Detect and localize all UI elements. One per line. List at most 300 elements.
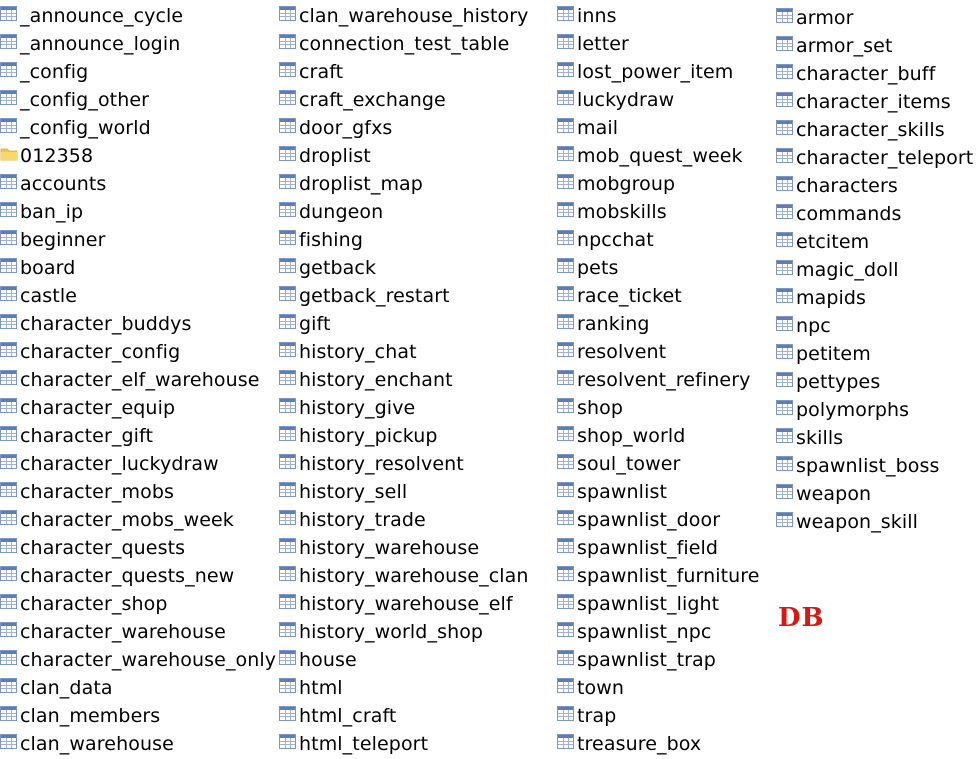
- table-list-item[interactable]: [279, 506, 555, 534]
- table-name-label: armor: [796, 7, 854, 29]
- table-list-item[interactable]: [279, 282, 555, 310]
- table-list-item[interactable]: [776, 88, 980, 116]
- table-name-label: petitem: [796, 343, 871, 365]
- table-name-label: accounts: [20, 173, 107, 195]
- table-name-label: history_give: [299, 397, 416, 419]
- table-name-label: weapon: [796, 483, 872, 505]
- table-list-item[interactable]: [0, 646, 276, 674]
- table-list-item[interactable]: [776, 60, 980, 88]
- table-name-label: polymorphs: [796, 399, 910, 421]
- table-icon: [0, 87, 18, 105]
- table-name-label: spawnlist_npc: [577, 621, 712, 643]
- table-icon: [279, 675, 297, 693]
- table-list-item[interactable]: [279, 338, 555, 366]
- table-icon: [279, 171, 297, 189]
- table-name-label: spawnlist_door: [577, 509, 721, 531]
- table-list-item[interactable]: [776, 4, 980, 32]
- table-name-label: pets: [577, 257, 619, 279]
- table-name-label: character_elf_warehouse: [20, 369, 260, 391]
- table-name-label: lost_power_item: [577, 61, 734, 83]
- table-icon: [557, 31, 575, 49]
- table-name-label: house: [299, 649, 357, 671]
- table-name-label: history_trade: [299, 509, 426, 531]
- table-list-item[interactable]: [279, 254, 555, 282]
- table-icon: [557, 479, 575, 497]
- table-icon: [557, 507, 575, 525]
- table-icon: [0, 507, 18, 525]
- table-name-label: fishing: [299, 229, 363, 251]
- folder-icon: [0, 143, 18, 161]
- table-name-label: beginner: [20, 229, 106, 251]
- table-name-label: spawnlist_field: [577, 537, 719, 559]
- table-list-item[interactable]: [279, 310, 555, 338]
- table-name-label: history_pickup: [299, 425, 438, 447]
- table-list-item[interactable]: [0, 198, 276, 226]
- table-list-item[interactable]: [557, 618, 775, 646]
- table-icon: [279, 367, 297, 385]
- table-icon: [279, 59, 297, 77]
- table-icon: [776, 33, 794, 51]
- table-list-item[interactable]: [557, 2, 775, 30]
- table-icon: [279, 451, 297, 469]
- table-list-item[interactable]: [557, 730, 775, 758]
- table-name-label: clan_warehouse: [20, 733, 174, 755]
- table-name-label: mobgroup: [577, 173, 676, 195]
- table-list-item[interactable]: [0, 86, 276, 114]
- table-list-item[interactable]: [776, 284, 980, 312]
- table-icon: [0, 479, 18, 497]
- table-list-item[interactable]: [776, 256, 980, 284]
- table-name-label: _announce_login: [20, 33, 181, 55]
- table-list-item[interactable]: [279, 618, 555, 646]
- table-name-label: _config_world: [20, 117, 151, 139]
- table-list-item[interactable]: [776, 424, 980, 452]
- table-list-item[interactable]: [557, 198, 775, 226]
- table-name-label: shop: [577, 397, 624, 419]
- table-list-item[interactable]: [776, 116, 980, 144]
- table-icon: [776, 369, 794, 387]
- table-icon: [279, 423, 297, 441]
- table-name-label: connection_test_table: [299, 33, 510, 55]
- table-name-label: history_warehouse_clan: [299, 565, 529, 587]
- table-name-label: character_luckydraw: [20, 453, 219, 475]
- table-list-item[interactable]: [557, 646, 775, 674]
- table-icon: [0, 255, 18, 273]
- watermark-text: DB: [778, 603, 825, 633]
- table-icon: [0, 367, 18, 385]
- table-icon: [0, 703, 18, 721]
- table-list-item[interactable]: [279, 142, 555, 170]
- table-name-label: dungeon: [299, 201, 384, 223]
- table-name-label: character_shop: [20, 593, 168, 615]
- table-icon: [0, 591, 18, 609]
- table-name-label: _config: [20, 61, 89, 83]
- table-name-label: skills: [796, 427, 844, 449]
- table-list-item[interactable]: [0, 506, 276, 534]
- table-list-item[interactable]: [0, 674, 276, 702]
- table-list-item[interactable]: [557, 590, 775, 618]
- table-list-item[interactable]: [279, 730, 555, 758]
- table-list-item[interactable]: [557, 338, 775, 366]
- table-name-label: character_config: [20, 341, 181, 363]
- table-list-item[interactable]: [776, 228, 980, 256]
- table-list-item[interactable]: [279, 170, 555, 198]
- table-list-item[interactable]: [279, 58, 555, 86]
- table-icon: [279, 227, 297, 245]
- table-name-label: armor_set: [796, 35, 893, 57]
- table-icon: [279, 199, 297, 217]
- table-list-item[interactable]: [776, 396, 980, 424]
- table-icon: [557, 395, 575, 413]
- table-icon: [279, 143, 297, 161]
- table-icon: [557, 311, 575, 329]
- table-name-label: resolvent_refinery: [577, 369, 751, 391]
- table-icon: [557, 283, 575, 301]
- table-icon: [0, 115, 18, 133]
- table-icon: [557, 451, 575, 469]
- table-icon: [279, 619, 297, 637]
- table-list-item[interactable]: [776, 368, 980, 396]
- table-list-item[interactable]: [279, 394, 555, 422]
- table-list-item[interactable]: [776, 312, 980, 340]
- table-icon: [776, 145, 794, 163]
- table-icon: [776, 5, 794, 23]
- table-icon: [557, 423, 575, 441]
- table-list-item[interactable]: [279, 674, 555, 702]
- table-list-item[interactable]: [279, 2, 555, 30]
- table-icon: [776, 509, 794, 527]
- table-list-item[interactable]: [0, 730, 276, 758]
- table-list-item[interactable]: [557, 282, 775, 310]
- table-name-label: 012358: [20, 145, 94, 167]
- table-icon: [776, 313, 794, 331]
- table-list-item[interactable]: [557, 86, 775, 114]
- table-list-item[interactable]: [557, 450, 775, 478]
- table-name-label: mail: [577, 117, 619, 139]
- table-name-label: inns: [577, 5, 617, 27]
- table-icon: [776, 201, 794, 219]
- table-list-item[interactable]: [279, 422, 555, 450]
- table-name-label: character_buff: [796, 63, 936, 85]
- table-list-item[interactable]: [279, 226, 555, 254]
- table-list-item[interactable]: [557, 534, 775, 562]
- table-icon: [279, 31, 297, 49]
- table-list-item[interactable]: [0, 702, 276, 730]
- table-name-label: ranking: [577, 313, 650, 335]
- table-icon: [279, 563, 297, 581]
- table-icon: [557, 171, 575, 189]
- table-icon: [0, 31, 18, 49]
- table-name-label: history_sell: [299, 481, 408, 503]
- table-icon: [279, 395, 297, 413]
- table-icon: [557, 535, 575, 553]
- table-icon: [557, 199, 575, 217]
- table-list-item[interactable]: [776, 480, 980, 508]
- table-list-item[interactable]: [557, 310, 775, 338]
- table-icon: [279, 591, 297, 609]
- table-list-item[interactable]: [0, 562, 276, 590]
- table-list-item[interactable]: [0, 366, 276, 394]
- table-list-column-2: [279, 2, 555, 758]
- table-name-label: _announce_cycle: [20, 5, 184, 27]
- table-name-label: treasure_box: [577, 733, 702, 755]
- table-list-column-4: [776, 4, 980, 536]
- table-icon: [279, 479, 297, 497]
- table-icon: [0, 283, 18, 301]
- table-name-label: town: [577, 677, 625, 699]
- table-list-item[interactable]: [557, 674, 775, 702]
- table-icon: [279, 87, 297, 105]
- table-icon: [279, 647, 297, 665]
- table-name-label: commands: [796, 203, 902, 225]
- table-icon: [557, 591, 575, 609]
- table-name-label: character_skills: [796, 119, 945, 141]
- table-name-label: history_warehouse_elf: [299, 593, 513, 615]
- table-list-item[interactable]: [776, 508, 980, 536]
- table-icon: [0, 675, 18, 693]
- table-name-label: pettypes: [796, 371, 881, 393]
- table-list-item[interactable]: [557, 478, 775, 506]
- table-icon: [279, 535, 297, 553]
- table-icon: [0, 619, 18, 637]
- table-name-label: characters: [796, 175, 898, 197]
- table-list-item[interactable]: [0, 170, 276, 198]
- table-name-label: history_world_shop: [299, 621, 484, 643]
- table-name-label: spawnlist: [577, 481, 667, 503]
- table-name-label: ban_ip: [20, 201, 84, 223]
- table-list-item[interactable]: [0, 478, 276, 506]
- table-icon: [279, 703, 297, 721]
- table-icon: [776, 61, 794, 79]
- table-name-label: npc: [796, 315, 831, 337]
- table-icon: [776, 89, 794, 107]
- table-list-item[interactable]: [776, 144, 980, 172]
- table-name-label: character_quests_new: [20, 565, 235, 587]
- table-icon: [776, 481, 794, 499]
- table-name-label: droplist: [299, 145, 371, 167]
- table-icon: [776, 229, 794, 247]
- table-list-item[interactable]: [0, 114, 276, 142]
- table-name-label: door_gfxs: [299, 117, 393, 139]
- table-icon: [776, 257, 794, 275]
- table-icon: [557, 339, 575, 357]
- table-list-item[interactable]: [279, 590, 555, 618]
- table-name-label: craft_exchange: [299, 89, 446, 111]
- table-icon: [0, 563, 18, 581]
- table-name-label: board: [20, 257, 76, 279]
- table-icon: [776, 285, 794, 303]
- table-icon: [279, 283, 297, 301]
- table-icon: [557, 59, 575, 77]
- table-icon: [0, 423, 18, 441]
- table-list-item[interactable]: [279, 114, 555, 142]
- table-icon: [0, 199, 18, 217]
- table-name-label: weapon_skill: [796, 511, 919, 533]
- table-list-item[interactable]: [0, 2, 276, 30]
- table-list-item[interactable]: [279, 534, 555, 562]
- table-name-label: spawnlist_trap: [577, 649, 716, 671]
- table-list-item[interactable]: [557, 114, 775, 142]
- table-icon: [776, 117, 794, 135]
- table-name-label: character_warehouse_only: [20, 649, 277, 671]
- table-icon: [557, 3, 575, 21]
- table-name-label: html: [299, 677, 343, 699]
- table-list-item[interactable]: [279, 450, 555, 478]
- table-name-label: luckydraw: [577, 89, 675, 111]
- table-icon: [557, 731, 575, 749]
- table-name-label: etcitem: [796, 231, 870, 253]
- table-list-item[interactable]: [279, 198, 555, 226]
- table-list-item[interactable]: [279, 562, 555, 590]
- table-name-label: character_mobs_week: [20, 509, 234, 531]
- table-icon: [0, 311, 18, 329]
- table-name-label: character_quests: [20, 537, 186, 559]
- table-name-label: history_enchant: [299, 369, 453, 391]
- table-icon: [557, 367, 575, 385]
- table-name-label: character_mobs: [20, 481, 174, 503]
- table-icon: [279, 507, 297, 525]
- table-list-item[interactable]: [279, 478, 555, 506]
- table-list-item[interactable]: [0, 30, 276, 58]
- table-list-item[interactable]: [279, 646, 555, 674]
- table-icon: [557, 87, 575, 105]
- table-name-label: getback: [299, 257, 377, 279]
- table-name-label: clan_data: [20, 677, 113, 699]
- table-list-item[interactable]: [557, 506, 775, 534]
- table-icon: [279, 339, 297, 357]
- table-name-label: character_warehouse: [20, 621, 226, 643]
- table-list-item[interactable]: [776, 200, 980, 228]
- table-list-item[interactable]: [0, 282, 276, 310]
- table-icon: [0, 339, 18, 357]
- table-name-label: castle: [20, 285, 78, 307]
- table-icon: [557, 115, 575, 133]
- table-name-label: character_teleport: [796, 147, 974, 169]
- table-icon: [0, 731, 18, 749]
- table-name-label: letter: [577, 33, 629, 55]
- table-name-label: magic_doll: [796, 259, 899, 281]
- table-list-item[interactable]: [557, 142, 775, 170]
- table-list-item[interactable]: [0, 618, 276, 646]
- table-list-item[interactable]: [776, 32, 980, 60]
- table-name-label: craft: [299, 61, 344, 83]
- table-icon: [776, 425, 794, 443]
- table-icon: [279, 311, 297, 329]
- table-icon: [0, 535, 18, 553]
- table-name-label: trap: [577, 705, 617, 727]
- table-list-item[interactable]: [557, 366, 775, 394]
- table-icon: [279, 115, 297, 133]
- table-list-item[interactable]: [0, 450, 276, 478]
- table-icon: [0, 171, 18, 189]
- table-icon: [776, 453, 794, 471]
- table-list-column-1: [0, 2, 276, 758]
- table-icon: [557, 619, 575, 637]
- table-name-label: character_buddys: [20, 313, 192, 335]
- table-list-item[interactable]: [279, 366, 555, 394]
- table-list-item[interactable]: [0, 338, 276, 366]
- table-list-item[interactable]: [557, 170, 775, 198]
- table-list-item[interactable]: [776, 452, 980, 480]
- table-icon: [557, 563, 575, 581]
- table-name-label: mob_quest_week: [577, 145, 743, 167]
- table-name-label: shop_world: [577, 425, 686, 447]
- table-icon: [557, 647, 575, 665]
- table-list-item[interactable]: [0, 310, 276, 338]
- table-icon: [557, 255, 575, 273]
- table-icon: [557, 675, 575, 693]
- table-icon: [279, 255, 297, 273]
- table-name-label: clan_members: [20, 705, 161, 727]
- table-name-label: _config_other: [20, 89, 150, 111]
- table-icon: [776, 341, 794, 359]
- table-list-item[interactable]: [776, 340, 980, 368]
- table-name-label: character_equip: [20, 397, 176, 419]
- table-icon: [0, 3, 18, 21]
- table-list-item[interactable]: [557, 58, 775, 86]
- table-icon: [279, 731, 297, 749]
- table-icon: [557, 227, 575, 245]
- table-name-label: mobskills: [577, 201, 667, 223]
- table-list-item[interactable]: [557, 702, 775, 730]
- table-name-label: clan_warehouse_history: [299, 5, 529, 27]
- table-list-item[interactable]: [557, 254, 775, 282]
- table-name-label: npcchat: [577, 229, 654, 251]
- table-name-label: spawnlist_boss: [796, 455, 940, 477]
- table-name-label: spawnlist_light: [577, 593, 720, 615]
- table-name-label: spawnlist_furniture: [577, 565, 760, 587]
- table-name-label: html_craft: [299, 705, 397, 727]
- table-name-label: resolvent: [577, 341, 667, 363]
- table-list-item[interactable]: [0, 226, 276, 254]
- table-list-item[interactable]: [557, 562, 775, 590]
- table-icon: [0, 59, 18, 77]
- table-list-item[interactable]: [0, 590, 276, 618]
- table-icon: [557, 143, 575, 161]
- table-list-item[interactable]: [557, 422, 775, 450]
- table-list-item[interactable]: [776, 172, 980, 200]
- table-name-label: html_teleport: [299, 733, 429, 755]
- table-list-item[interactable]: [279, 86, 555, 114]
- table-icon: [557, 703, 575, 721]
- table-name-label: character_items: [796, 91, 951, 113]
- table-name-label: history_chat: [299, 341, 417, 363]
- table-icon: [0, 227, 18, 245]
- table-list-item[interactable]: [0, 254, 276, 282]
- table-icon: [0, 451, 18, 469]
- table-list-item[interactable]: [0, 142, 276, 170]
- table-list-item[interactable]: [557, 226, 775, 254]
- table-list-item[interactable]: [0, 394, 276, 422]
- table-list-item[interactable]: [557, 30, 775, 58]
- table-name-label: race_ticket: [577, 285, 682, 307]
- table-name-label: mapids: [796, 287, 867, 309]
- table-icon: [279, 3, 297, 21]
- table-name-label: droplist_map: [299, 173, 423, 195]
- table-list-column-3: [557, 2, 775, 758]
- table-name-label: gift: [299, 313, 331, 335]
- table-list-item[interactable]: [279, 702, 555, 730]
- table-name-label: getback_restart: [299, 285, 450, 307]
- table-icon: [0, 395, 18, 413]
- table-list-item[interactable]: [0, 534, 276, 562]
- table-name-label: history_resolvent: [299, 453, 464, 475]
- table-list-item[interactable]: [279, 30, 555, 58]
- table-list-item[interactable]: [0, 58, 276, 86]
- table-list-item[interactable]: [557, 394, 775, 422]
- table-list-item[interactable]: [0, 422, 276, 450]
- table-icon: [0, 647, 18, 665]
